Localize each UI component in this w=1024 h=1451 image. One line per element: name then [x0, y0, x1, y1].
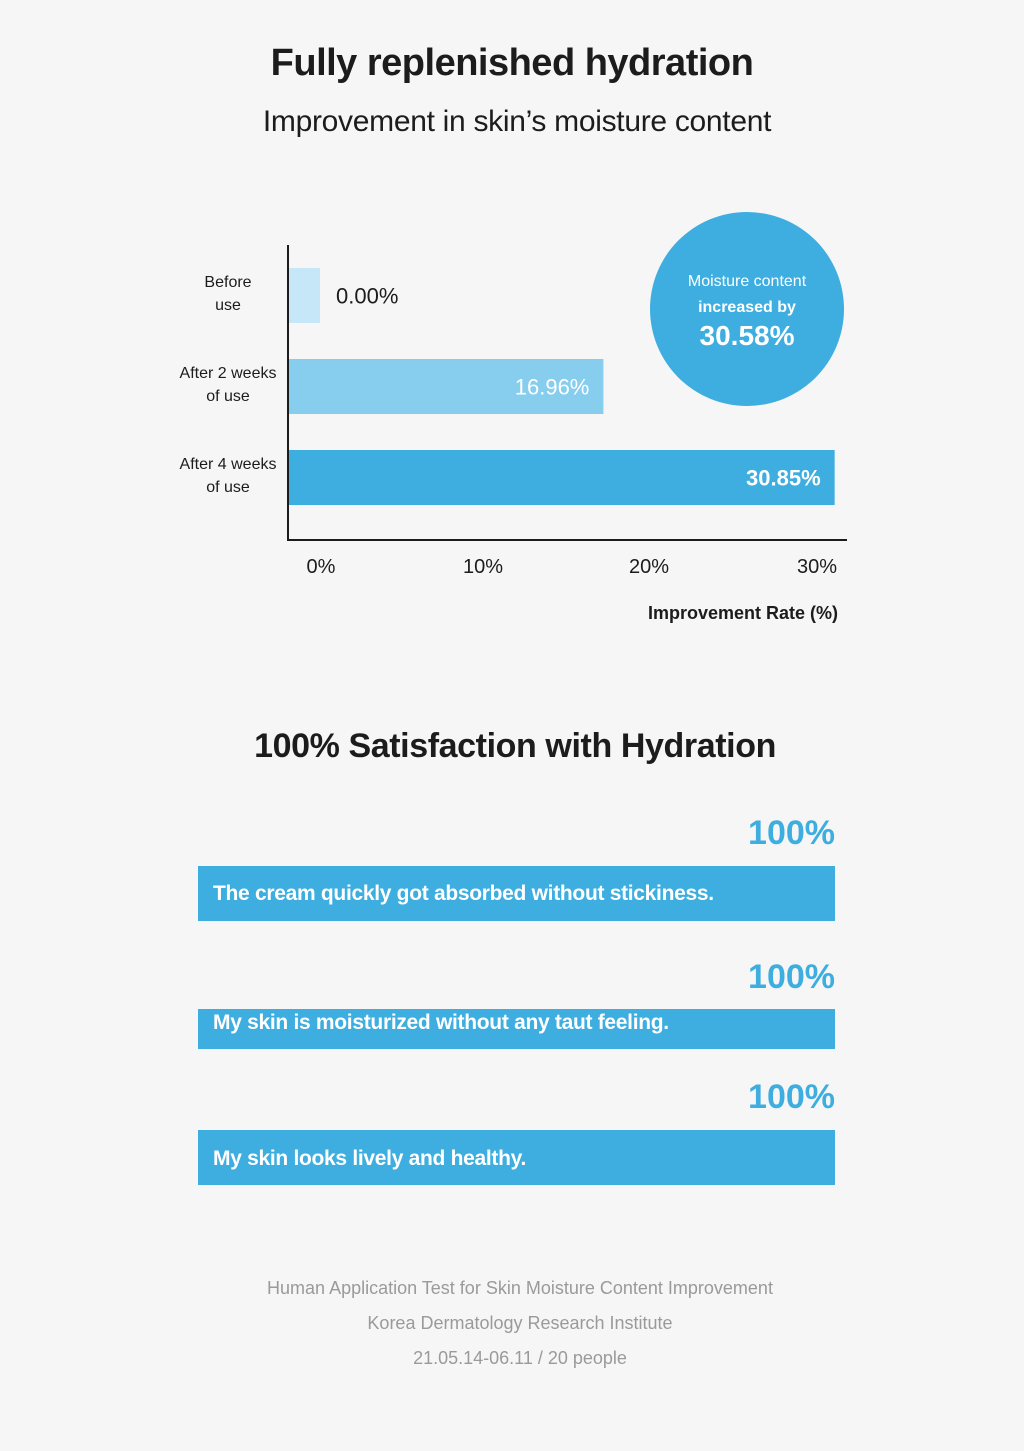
page-subtitle: Improvement in skin’s moisture content [262, 105, 772, 138]
improvement-bar-chart [0, 0, 1024, 660]
x-axis-label: Improvement Rate (%) [647, 603, 838, 623]
value-label-before-use: 0.00% [336, 283, 399, 309]
category-label-2weeks-line2: of use [206, 388, 250, 405]
satisfaction-pct-2: 100% [748, 958, 835, 996]
callout-value: 30.58% [699, 320, 795, 351]
callout-line1: Moisture content [687, 273, 807, 290]
category-label-4weeks-line1: After 4 weeks [179, 456, 277, 473]
bar-before-use [289, 268, 320, 323]
satisfaction-pct-3: 100% [748, 1078, 835, 1116]
x-tick-30: 30% [796, 556, 838, 578]
value-label-after-2-weeks: 16.96% [514, 374, 590, 400]
satisfaction-pct-1: 100% [748, 814, 835, 852]
x-tick-20: 20% [628, 556, 670, 578]
category-label-2weeks-line1: After 2 weeks [179, 365, 277, 382]
footer-dates: 21.05.14-06.11 / 20 people [413, 1348, 627, 1368]
value-label-after-4-weeks: 30.85% [746, 465, 821, 491]
satisfaction-text-2: My skin is moisturized without any taut feeling. [213, 1011, 669, 1034]
satisfaction-bar-3 [198, 1130, 835, 1185]
x-tick-10: 10% [462, 556, 504, 578]
x-tick-0: 0% [306, 556, 336, 578]
satisfaction-title: 100% Satisfaction with Hydration [254, 727, 776, 765]
page-title: Fully replenished hydration [270, 42, 754, 84]
satisfaction-text-1: The cream quickly got absorbed without stickiness. [213, 882, 714, 905]
satisfaction-bar-1 [198, 866, 835, 921]
footer-institute: Korea Dermatology Research Institute [367, 1313, 673, 1333]
category-label-before-line2: use [215, 297, 241, 314]
satisfaction-bar-2 [198, 1009, 835, 1049]
satisfaction-text-3: My skin looks lively and healthy. [213, 1147, 526, 1170]
footer-test-name: Human Application Test for Skin Moisture Content Improvement [267, 1278, 773, 1298]
callout-line2: increased by [698, 299, 796, 316]
category-label-before-line1: Before [204, 274, 252, 291]
category-label-4weeks-line2: of use [206, 479, 250, 496]
